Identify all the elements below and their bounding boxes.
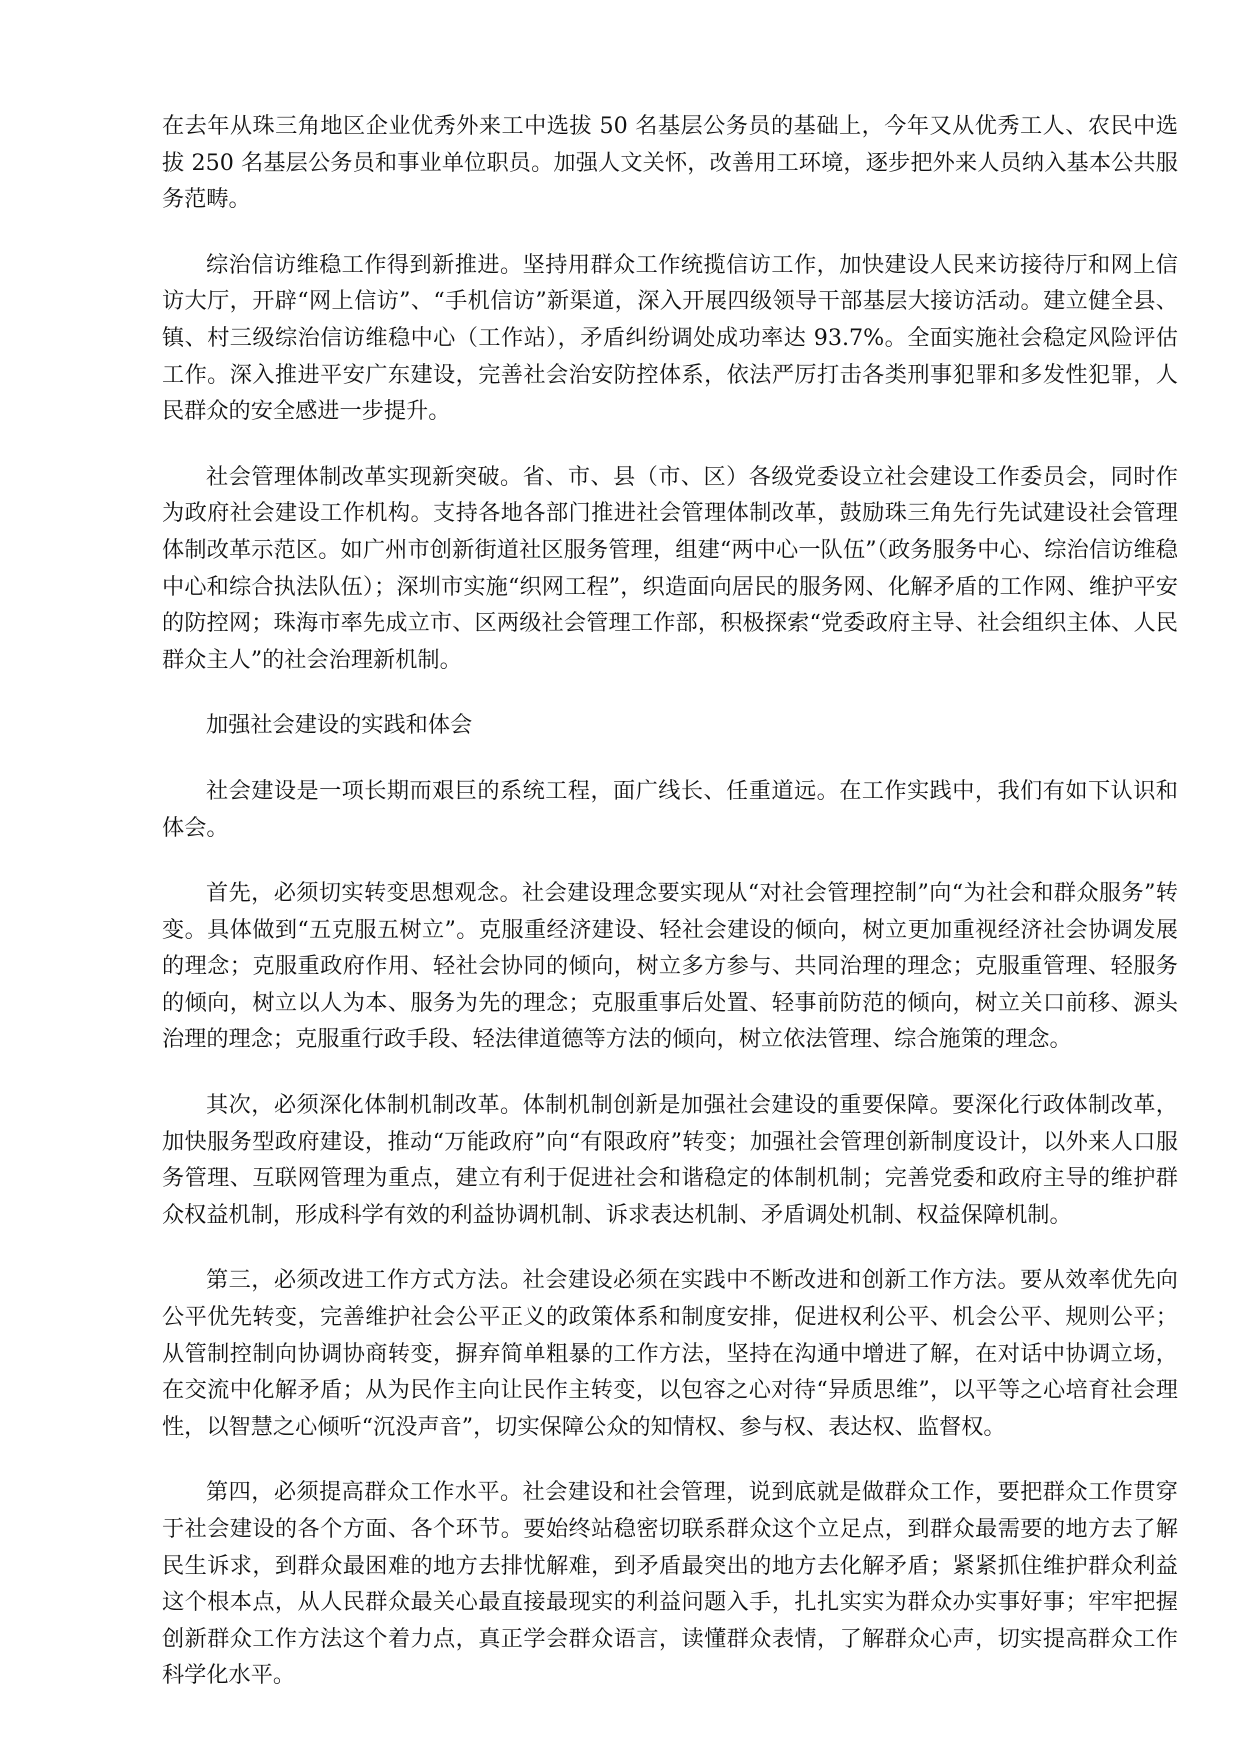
paragraph-management-reform: 社会管理体制改革实现新突破。省、市、县（市、区）各级党委设立社会建设工作委员会，同时作为政府社会建设工作机构。支持各地各部门推进社会管理体制改革，鼓励珠三角先行先试建设社会管理体制改革示范区。如广州市创新街道社区服务管理，组建“两中心一队伍”（政务服务中心、综治信访维稳中心和综合执法队伍）；深圳市实施“织网工程”，织造面向居民的服务网、化解矛盾的工作网、维护平安的防控网；珠海市率先成立市、区两级社会管理工作部，积极探索“党委政府主导、社会组织主体、人民群众主人”的社会治理新机制。 [162, 463, 1178, 673]
paragraph-second: 其次，必须深化体制机制改革。体制机制创新是加强社会建设的重要保障。要深化行政体制改革，加快服务型政府建设，推动“万能政府”向“有限政府”转变；加强社会管理创新制度设计，以外来人口服务管理、互联网管理为重点，建立有利于促进社会和谐稳定的体制机制；完善党委和政府主导的维护群众权益机制，形成科学有效的利益协调机制、诉求表达机制、矛盾调处机制、权益保障机制。 [162, 1092, 1178, 1228]
paragraph-intro: 社会建设是一项长期而艰巨的系统工程，面广线长、任重道远。在工作实践中，我们有如下认识和体会。 [162, 777, 1178, 841]
paragraph-petition-stability: 综治信访维稳工作得到新推进。坚持用群众工作统揽信访工作，加快建设人民来访接待厅和网上信访大厅，开辟“网上信访”、“手机信访”新渠道，深入开展四级领导干部基层大接访活动。建立健全县、镇、村三级综治信访维稳中心（工作站），矛盾纠纷调处成功率达 93.7%。全面实施社会稳定风险评估工作。深入推进平安广东建设，完善社会治安防控体系，依法严厉打击各类刑事犯罪和多发性犯罪，人民群众的安全感进一步提升。 [162, 251, 1178, 425]
paragraph-continuation: 在去年从珠三角地区企业优秀外来工中选拔 50 名基层公务员的基础上，今年又从优秀工人、农民中选拔 250 名基层公务员和事业单位职员。加强人文关怀，改善用工环境，逐步把外来人员纳入基本公共服务范畴。 [162, 113, 1178, 213]
paragraph-first: 首先，必须切实转变思想观念。社会建设理念要实现从“对社会管理控制”向“为社会和群众服务”转变。具体做到“五克服五树立”。克服重经济建设、轻社会建设的倾向，树立更加重视经济社会协调发展的理念；克服重政府作用、轻社会协同的倾向，树立多方参与、共同治理的理念；克服重管理、轻服务的倾向，树立以人为本、服务为先的理念；克服重事后处置、轻事前防范的倾向，树立关口前移、源头治理的理念；克服重行政手段、轻法律道德等方法的倾向，树立依法管理、综合施策的理念。 [162, 880, 1178, 1053]
paragraph-third: 第三，必须改进工作方式方法。社会建设必须在实践中不断改进和创新工作方法。要从效率优先向公平优先转变，完善维护社会公平正义的政策体系和制度安排，促进权利公平、机会公平、规则公平；从管制控制向协调协商转变，摒弃简单粗暴的工作方法，坚持在沟通中增进了解，在对话中协调立场，在交流中化解矛盾；从为民作主向让民作主转变，以包容之心对待“异质思维”，以平等之心培育社会理性，以智慧之心倾听“沉没声音”，切实保障公众的知情权、参与权、表达权、监督权。 [162, 1267, 1178, 1440]
paragraph-fourth: 第四，必须提高群众工作水平。社会建设和社会管理，说到底就是做群众工作，要把群众工作贯穿于社会建设的各个方面、各个环节。要始终站稳密切联系群众这个立足点，到群众最需要的地方去了解民生诉求，到群众最困难的地方去排忧解难，到矛盾最突出的地方去化解矛盾；紧紧抓住维护群众利益这个根本点，从人民群众最关心最直接最现实的利益问题入手，扎扎实实为群众办实事好事；牢牢把握创新群众工作方法这个着力点，真正学会群众语言，读懂群众表情，了解群众心声，切实提高群众工作科学化水平。 [162, 1479, 1178, 1689]
document-page [162, 108, 1178, 1723]
section-heading: 加强社会建设的实践和体会 [206, 712, 473, 739]
